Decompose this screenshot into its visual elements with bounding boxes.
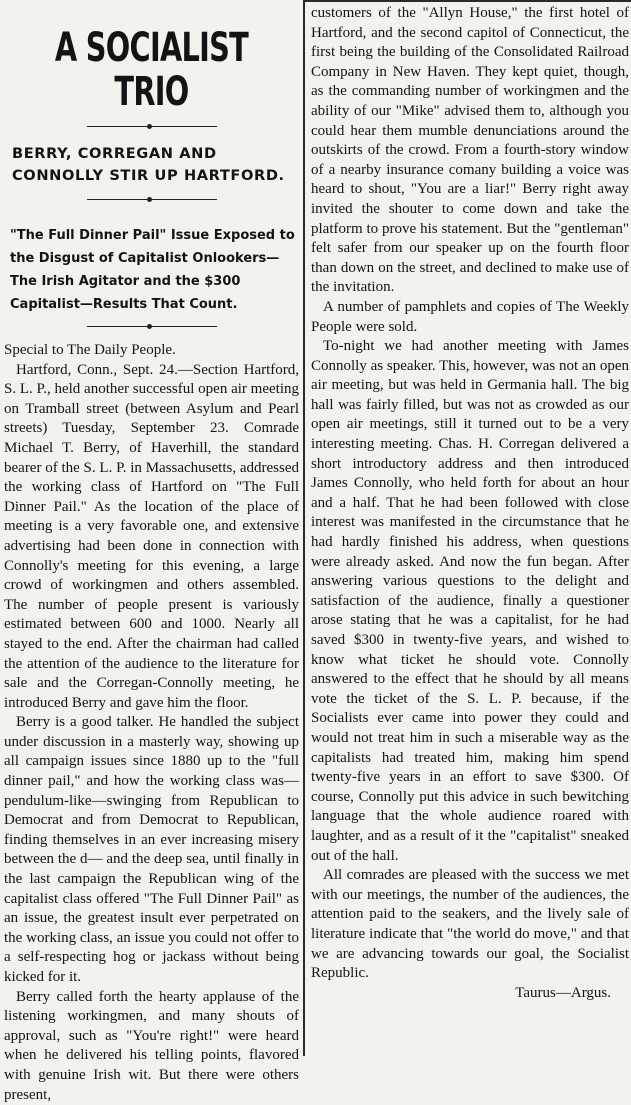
paragraph: Berry is a good talker. He handled the subject under discussion in a masterly way, showing up all campaign issues since 1880 up to the "full dinner pail," and how the working class was—pendulum-like—swinging from Republican to Democrat and from Democrat to Republican, finding themselves in an ever increasing misery between the d— and the deep sea, until finally in the last campaign the Republican wing of the capitalist class offered "The Full Dinner Pail" as an issue, the greatest insult ever perpetrated on the working class, an issue you could not offer to a self-respecting hog or jackass without being kicked for it. bbox=[4, 714, 299, 985]
subhead: BERRY, CORREGAN AND CONNOLLY STIR UP HARTFORD. bbox=[12, 145, 285, 184]
ornament-divider bbox=[87, 199, 217, 200]
paragraph: Berry called forth the hearty applause of the listening workingmen, and many shouts of approval, such as "You're right!" were heard when he delivered his telling points, flavored with genuine Irish wit. But there were others present, bbox=[4, 988, 299, 1103]
article-body-left bbox=[4, 341, 299, 1105]
signoff: Taurus—Argus. bbox=[515, 984, 611, 1001]
right-column bbox=[311, 0, 629, 1003]
dateline: Special to The Daily People. bbox=[4, 342, 176, 358]
ornament-divider bbox=[87, 326, 217, 327]
paragraph: Hartford, Conn., Sept. 24.—Section Hartford, S. L. P., held another successful open air meeting on Tramball street (between Asylum and Pearl streets) Tuesday, September 23. Comrade Michael T. Berry, of Haverhill, the standard bearer of the S. L. P. in Massachusetts, addressed the working class of Hartford on "The Full Dinner Pail." As the location of the place of meeting is a very favorable one, and extensive advertising had been done in connection with Connolly's meeting for this evening, a large crowd of workingmen and others assembled. The number of people present is variously estimated between 600 and 1000. Nearly all stayed to the end. After the chairman had called the attention of the audience to the literature for sale and the Corregan-Connolly meeting, he introduced Berry and gave him the floor. bbox=[4, 361, 299, 711]
paragraph: customers of the "Allyn House," the first hotel of Hartford, and the second capitol of Connecticut, the first being the building of the Consolidated Railroad Company in New Haven. They kept quiet, though, as the commanding number of workingmen and the ability of our "Mike" advised them to, although you could hear them mumble denunciations around the outskirts of the crowd. From a fourth-story window of a nearby insurance comany building a voice was heard to shout, "You are a liar!" Berry right away invited the shouter to come down and take the platform to prove his statement. But the "gentleman" felt safer from our speaker up on the fourth floor than down on the street, and declined to make use of the invitation. bbox=[311, 5, 629, 296]
column-rule bbox=[303, 0, 305, 1056]
deck: "The Full Dinner Pail" Issue Exposed to the Disgust of Capitalist Onlookers—The Irish Agitator and the $300 Capitalist—Results That Count. bbox=[10, 228, 295, 312]
ornament-divider bbox=[87, 126, 217, 127]
divider-dot bbox=[147, 124, 152, 129]
article-body-right bbox=[311, 4, 629, 984]
headline: A SOCIALIST TRIO bbox=[54, 25, 249, 115]
left-column bbox=[4, 0, 299, 1105]
paragraph: All comrades are pleased with the success we met with our meetings, the number of the audiences, the attention paid to the seakers, and the lively sale of literature indicate that "the world do move," and that we are advancing towards our goal, the Socialist Republic. bbox=[311, 867, 629, 982]
paragraph: A number of pamphlets and copies of The Weekly People were sold. bbox=[311, 298, 629, 335]
divider-dot bbox=[147, 324, 152, 329]
divider-dot bbox=[147, 197, 152, 202]
paragraph: To-night we had another meeting with James Connolly as speaker. This, however, was not an open air meeting, but was held in Germania hall. The big hall was fairly filled, but was not as crowded as our open air meetings, still it turned out to be a very interesting meeting. Chas. H. Corregan delivered a short introductory address and then introduced James Connolly, who held forth for about an hour and a half. That he had been followed with close interest was manifested in the circumstance that he had hardly finished his address, when questions were already asked. And now the fun began. After answering various questions to the delight and satisfaction of the audience, finally a questioner arose stating that he was a capitalist, for he had saved $300 in twenty-five years, and wished to know what ticket he should vote. Connolly answered to the effect that he should by all means vote the ticket of the S. L. P. because, if the Socialists ever came into power they could and would not treat him in such a miserable way as the capitalists had treated him, making him spend twenty-five years in an effort to save $300. Of course, Connolly put this advice in such bewitching language that the whole audience roared with laughter, and as a result of it the "capitalist" sneaked out of the hall. bbox=[311, 338, 629, 864]
